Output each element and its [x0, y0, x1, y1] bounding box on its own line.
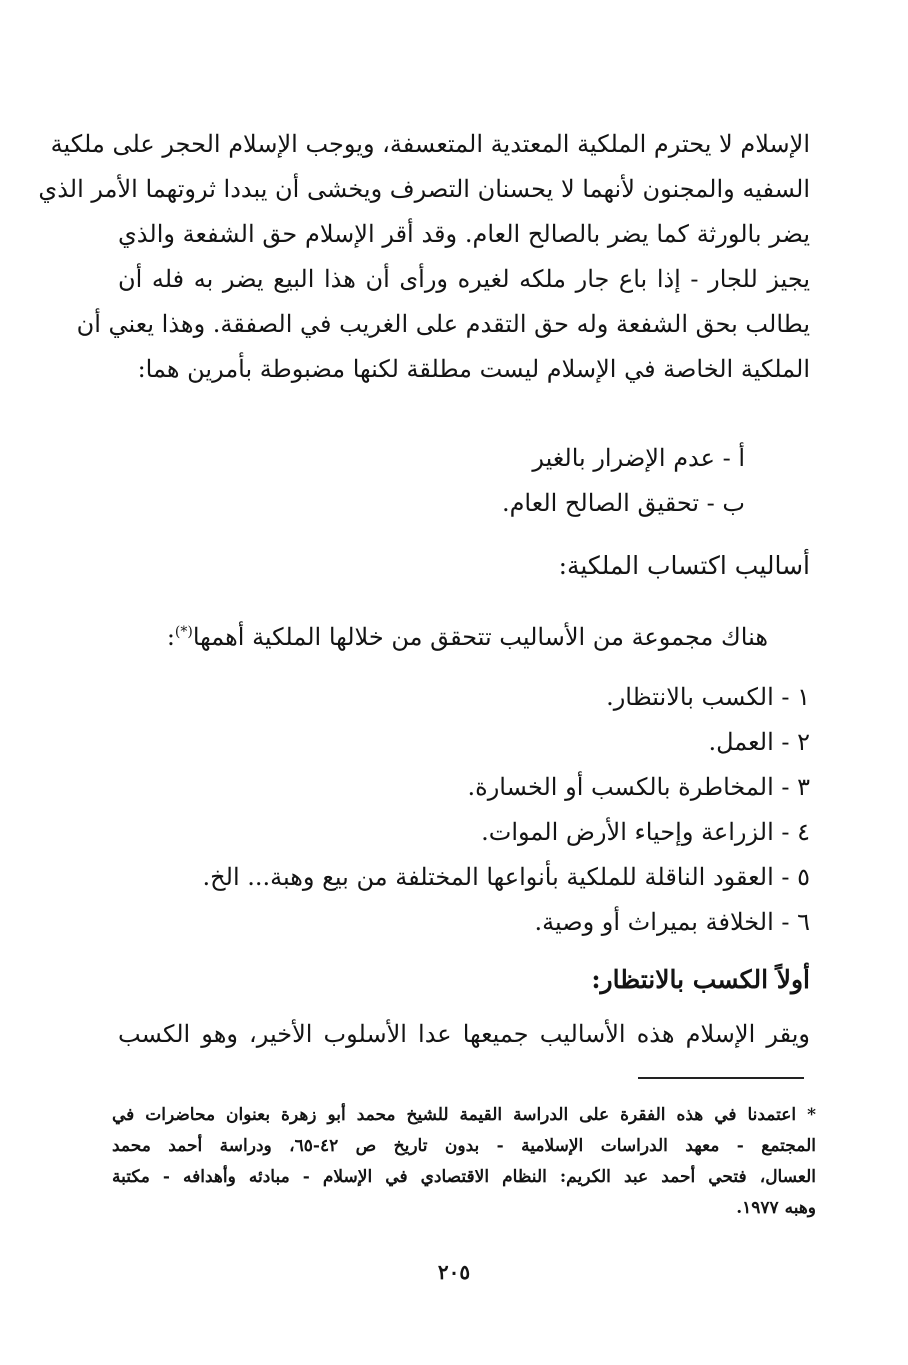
footnote-line: العسال، فتحي أحمد عبد الكريم: النظام الاقتصادي في الإسلام - مبادئه وأهدافه - مكتبة	[112, 1167, 816, 1187]
methods-intro	[167, 610, 768, 660]
paragraph-line: يضر بالورثة كما يضر بالصالح العام. وقد أقر الإسلام حق الشفعة والذي	[118, 220, 810, 248]
paragraph-first-method: ويقر الإسلام هذه الأساليب جميعها عدا الأسلوب الأخير، وهو الكسب	[118, 1020, 810, 1048]
list-item: ٤ - الزراعة وإحياء الأرض الموات.	[481, 818, 810, 846]
methods-list	[203, 675, 810, 945]
paragraph-line: يجيز للجار - إذا باع جار ملكه لغيره ورأى أن هذا البيع يضر به فله أن	[118, 265, 810, 293]
footnote-divider	[638, 1077, 804, 1079]
footnote-line: المجتمع - معهد الدراسات الإسلامية - بدون تاريخ ص ٤٢-٦٥، ودراسة أحمد محمد	[112, 1136, 816, 1156]
page-number: ٢٠٥	[437, 1260, 471, 1284]
intro-text: هناك مجموعة من الأساليب تتحقق من خلالها الملكية أهمها	[192, 623, 768, 651]
paragraph-ownership-limits	[38, 122, 810, 392]
list-item: ٥ - العقود الناقلة للملكية بأنواعها المختلفة من بيع وهبة... الخ.	[202, 863, 810, 891]
footnote-line: وهبه ١٩٧٧.	[736, 1198, 816, 1218]
section-heading-methods: أساليب اكتساب الملكية:	[558, 551, 810, 580]
paragraph-line: الملكية الخاصة في الإسلام ليست مطلقة لكنها مضبوطة بأمرين هما:	[137, 355, 810, 383]
footnote-marker: (*)	[174, 624, 193, 640]
list-item: ٣ - المخاطرة بالكسب أو الخسارة.	[467, 773, 810, 801]
intro-suffix: :	[166, 623, 175, 651]
footnote	[112, 1100, 816, 1224]
list-item: أ - عدم الإضرار بالغير	[532, 444, 745, 472]
paragraph-line: الإسلام لا يحترم الملكية المعتدية المتعسفة، ويوجب الإسلام الحجر على ملكية	[50, 130, 810, 158]
section-heading-first: أولاً الكسب بالانتظار:	[591, 965, 810, 994]
paragraph-line: يطالب بحق الشفعة وله حق التقدم على الغريب في الصفقة. وهذا يعني أن	[76, 310, 810, 338]
list-item: ٦ - الخلافة بميراث أو وصية.	[534, 908, 810, 936]
list-item: ٢ - العمل.	[708, 728, 810, 756]
conditions-list	[502, 436, 745, 526]
footnote-line: * اعتمدنا في هذه الفقرة على الدراسة القيمة للشيخ محمد أبو زهرة بعنوان محاضرات في	[112, 1105, 816, 1125]
list-item: ب - تحقيق الصالح العام.	[501, 489, 745, 517]
paragraph-line: السفيه والمجنون لأنهما لا يحسنان التصرف ويخشى أن يبددا ثروتهما الأمر الذي	[38, 175, 810, 203]
list-item: ١ - الكسب بالانتظار.	[606, 683, 810, 711]
